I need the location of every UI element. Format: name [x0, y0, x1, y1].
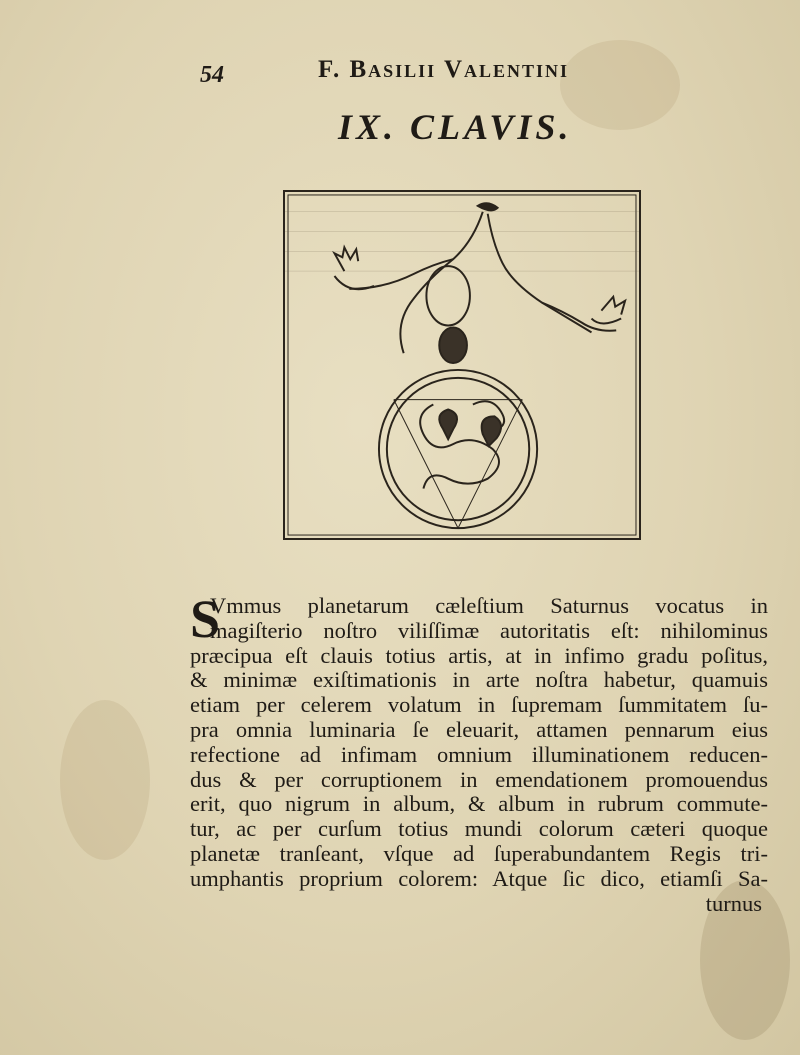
text-line: dus & per corruptionem in emendationem promouendus — [190, 767, 768, 792]
text-line: tur, ac per curſum totius mundi colorum cæteri quoque — [190, 817, 768, 842]
emblem-engraving — [283, 190, 641, 540]
text-line: & minimæ exiſtimationis in arte noſtra habetur, quamuis — [190, 668, 768, 693]
text-line: refectione ad infimam omnium illuminationem reducen- — [190, 742, 768, 767]
text-line: etiam per celerem volatum in ſupremam ſummitatem ſu- — [190, 693, 768, 718]
drop-cap: S — [190, 589, 221, 649]
saturn-figure — [334, 203, 625, 363]
text-line: erit, quo nigrum in album, & album in rubrum commute- — [190, 792, 768, 817]
page-number: 54 — [200, 62, 224, 88]
paper-stain — [560, 40, 680, 130]
catchword: turnus — [705, 891, 762, 916]
text-line: umphantis proprium colorem: Atque ſic dico, etiamſi Sa- — [190, 866, 768, 891]
hatching — [285, 212, 639, 271]
running-head: F. Basilii Valentini — [318, 56, 570, 83]
text-line: magiſterio noſtro viliſſimæ autoritatis eſt: nihilominus — [210, 618, 768, 643]
chapter-title: IX. CLAVIS. — [338, 107, 573, 147]
paper-stain — [60, 700, 150, 860]
text-line: planetæ tranſeant, vſque ad ſuperabundantem Regis tri- — [190, 841, 768, 866]
serpent-circle — [379, 370, 537, 528]
text-line: pra omnia luminaria ſe eleuarit, attamen pennarum eius — [190, 717, 768, 742]
text-line: Vmmus planetarum cæleſtium Saturnus vocatus in — [210, 594, 768, 618]
alchemical-emblem-icon — [285, 192, 639, 538]
body-paragraph — [190, 589, 768, 916]
text-line: præcipua eſt clauis totius artis, at in infimo gradu poſitus, — [190, 643, 768, 668]
